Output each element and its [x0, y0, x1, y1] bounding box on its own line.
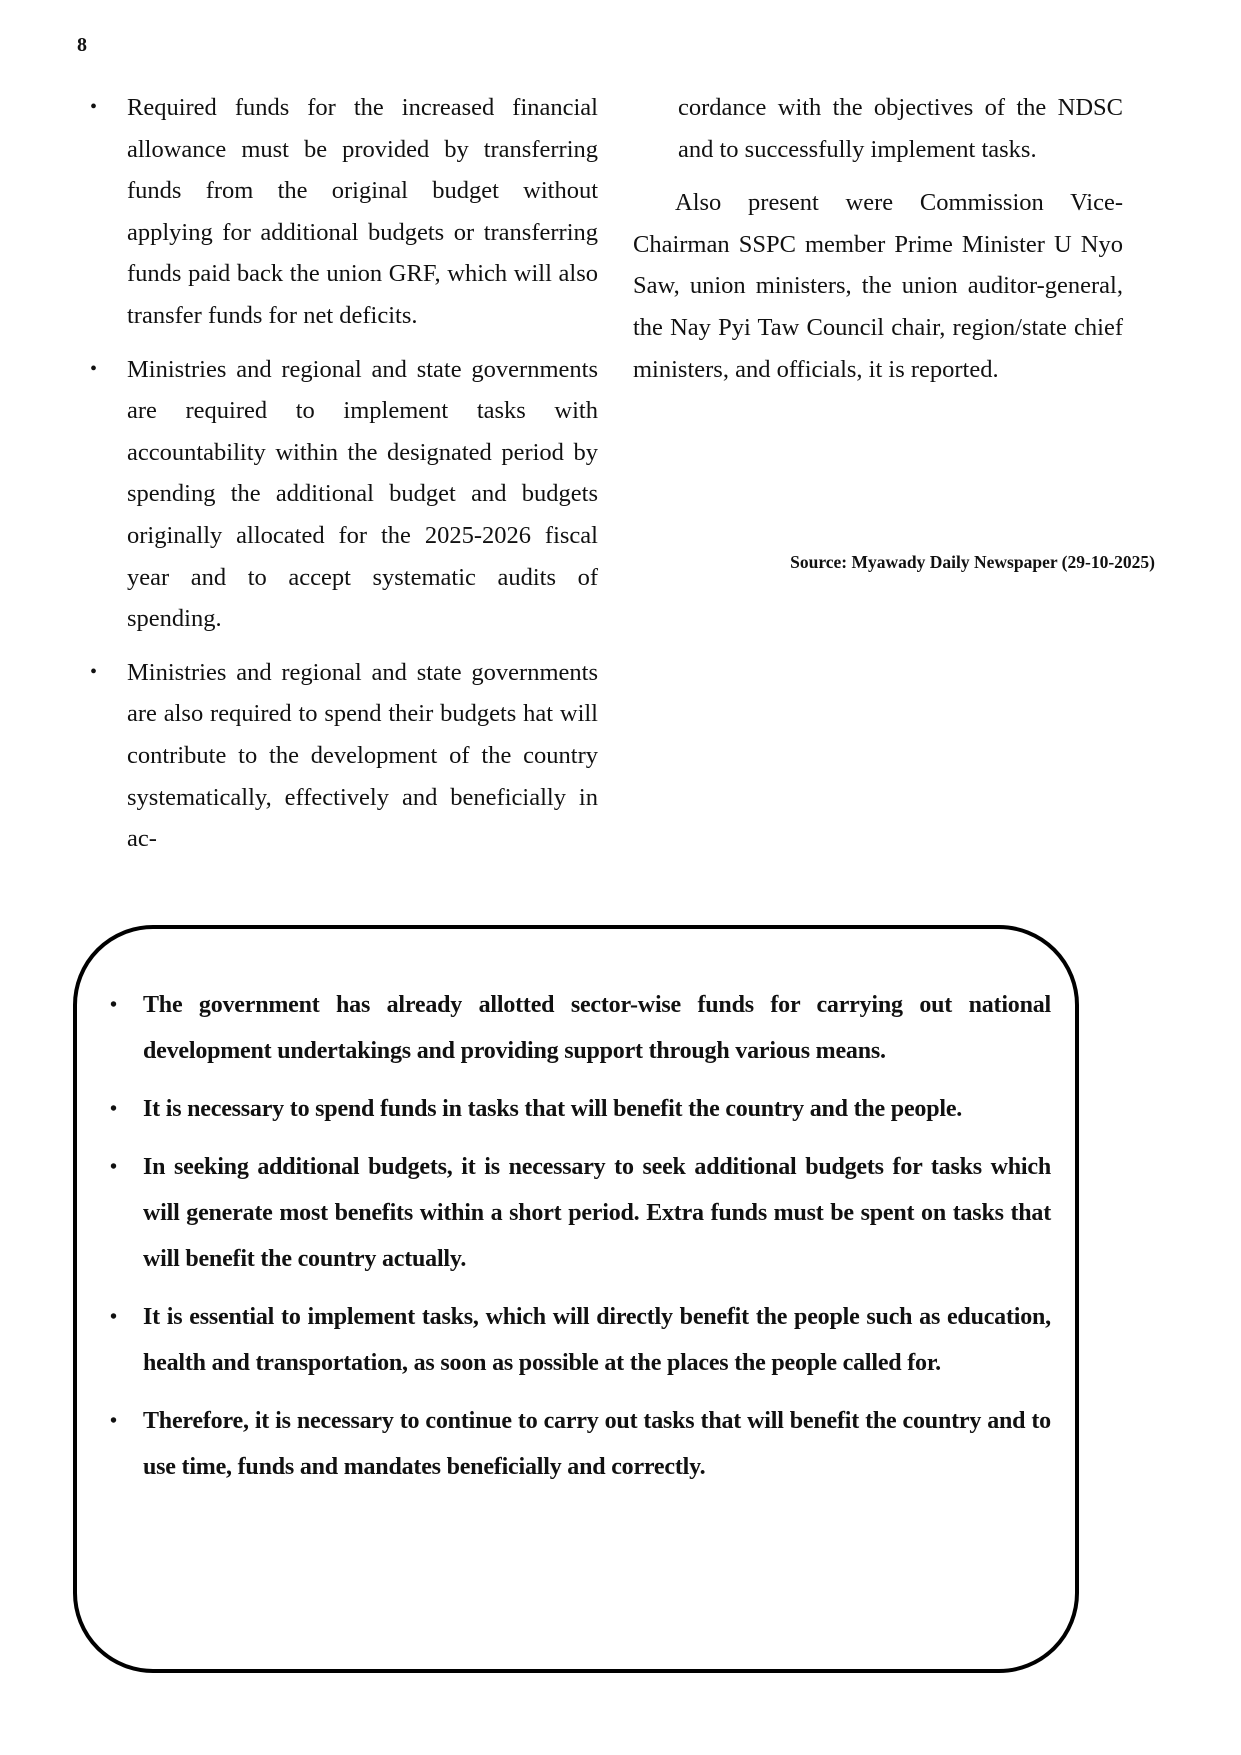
bullet-icon: • [110, 994, 117, 1016]
list-item [90, 87, 598, 337]
list-item-text: In seeking additional budgets, it is necessary to seek additional budgets for tasks which will generate most benefits within a short period. Extra funds must be spent on tasks that will benefit the country actually. [143, 1154, 1051, 1272]
list-item-text: Required funds for the increased financial allowance must be provided by transferring funds from the original budget without applying for additional budgets or transferring funds paid back the union GRF, which will also transfer funds for net deficits. [127, 94, 598, 329]
list-item [110, 982, 1051, 1074]
bullet-icon: • [90, 357, 98, 380]
bullet-icon: • [90, 660, 98, 683]
bullet-icon: • [90, 96, 98, 118]
list-item-text: Ministries and regional and state governments are also required to spend their budgets hat will contribute to the development of the country systematically, effectively and beneficially in ac- [127, 658, 598, 853]
highlight-bullet-list [110, 982, 1051, 1502]
bullet-icon: • [110, 1306, 117, 1328]
list-item [90, 652, 598, 860]
list-item [90, 349, 598, 640]
right-column [633, 87, 1123, 390]
left-column [90, 87, 598, 872]
list-item [110, 1086, 1051, 1132]
list-item [110, 1398, 1051, 1490]
list-item [110, 1294, 1051, 1386]
list-item-text: It is necessary to spend funds in tasks that will benefit the country and the people. [143, 1096, 963, 1122]
body-paragraph: Also present were Commission Vice-Chairman SSPC member Prime Minister U Nyo Saw, union ministers, the union auditor-general, the Nay Pyi Taw Council chair, region/state chief ministers, and officials, it is reported. [633, 189, 1123, 383]
left-bullet-list [90, 87, 598, 860]
list-item-text: The government has already allotted sector-wise funds for carrying out national development undertakings and providing support through various means. [143, 992, 1051, 1064]
source-citation: Source: Myawady Daily Newspaper (29-10-2025) [790, 552, 1155, 572]
bullet-icon: • [110, 1410, 117, 1432]
bullet-continuation: cordance with the objectives of the NDSC and to successfully implement tasks. [678, 94, 1123, 163]
page-number: 8 [77, 34, 87, 56]
list-item-text: It is essential to implement tasks, which will directly benefit the people such as education, health and transportation, as soon as possible at the places the people called for. [143, 1304, 1051, 1376]
bullet-icon: • [110, 1156, 117, 1178]
bullet-icon: • [110, 1098, 117, 1120]
list-item [110, 1144, 1051, 1282]
list-item-text: Ministries and regional and state governments are required to implement tasks with accountability within the designated period by spending the additional budget and budgets originally allocated for the 2025-2026 fiscal year and to accept systematic audits of spending. [127, 355, 598, 633]
highlight-box [73, 925, 1079, 1673]
list-item-text: Therefore, it is necessary to continue to carry out tasks that will benefit the country and to use time, funds and mandates beneficially and correctly. [143, 1408, 1051, 1480]
